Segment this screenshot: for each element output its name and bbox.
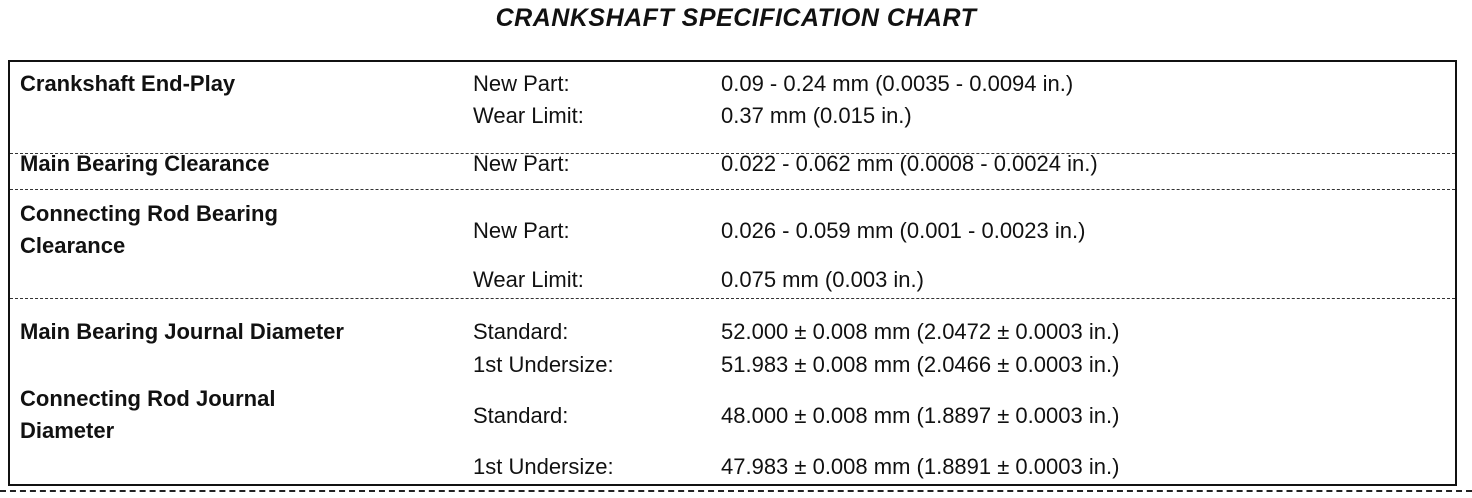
param-connecting-rod-journal-diameter: Connecting Rod Journal [20, 386, 276, 411]
spec-label: Standard: [473, 319, 569, 344]
spec-value: 52.000 ± 0.008 mm (2.0472 ± 0.0003 in.) [721, 319, 1120, 344]
param-crankshaft-end-play: Crankshaft End-Play [20, 71, 236, 96]
param-connecting-rod-bearing-clearance-line2: Clearance [20, 233, 126, 258]
spec-label: New Part: [473, 71, 570, 96]
spec-value: 0.09 - 0.24 mm (0.0035 - 0.0094 in.) [721, 71, 1074, 96]
param-main-bearing-journal-diameter: Main Bearing Journal Diameter [20, 319, 344, 344]
row-divider [10, 298, 1455, 299]
param-connecting-rod-bearing-clearance: Connecting Rod Bearing [20, 201, 278, 226]
spec-table [8, 60, 1457, 486]
spec-value: 0.075 mm (0.003 in.) [721, 267, 924, 292]
spec-value: 0.37 mm (0.015 in.) [721, 103, 912, 128]
chart-title: CRANKSHAFT SPECIFICATION CHART [495, 4, 977, 32]
spec-value: 48.000 ± 0.008 mm (1.8897 ± 0.0003 in.) [721, 403, 1120, 428]
spec-label: 1st Undersize: [473, 352, 614, 377]
spec-label: Wear Limit: [473, 267, 584, 292]
spec-label: New Part: [473, 218, 570, 243]
bottom-rule [0, 490, 1472, 492]
spec-label: Standard: [473, 403, 569, 428]
spec-value: 0.022 - 0.062 mm (0.0008 - 0.0024 in.) [721, 151, 1098, 176]
spec-label: New Part: [473, 151, 570, 176]
row-divider [10, 189, 1455, 190]
spec-label: Wear Limit: [473, 103, 584, 128]
spec-label: 1st Undersize: [473, 454, 614, 479]
param-main-bearing-clearance: Main Bearing Clearance [20, 151, 270, 176]
param-connecting-rod-journal-diameter-line2: Diameter [20, 418, 115, 443]
spec-value: 0.026 - 0.059 mm (0.001 - 0.0023 in.) [721, 218, 1086, 243]
spec-value: 51.983 ± 0.008 mm (2.0466 ± 0.0003 in.) [721, 352, 1120, 377]
spec-value: 47.983 ± 0.008 mm (1.8891 ± 0.0003 in.) [721, 454, 1120, 479]
